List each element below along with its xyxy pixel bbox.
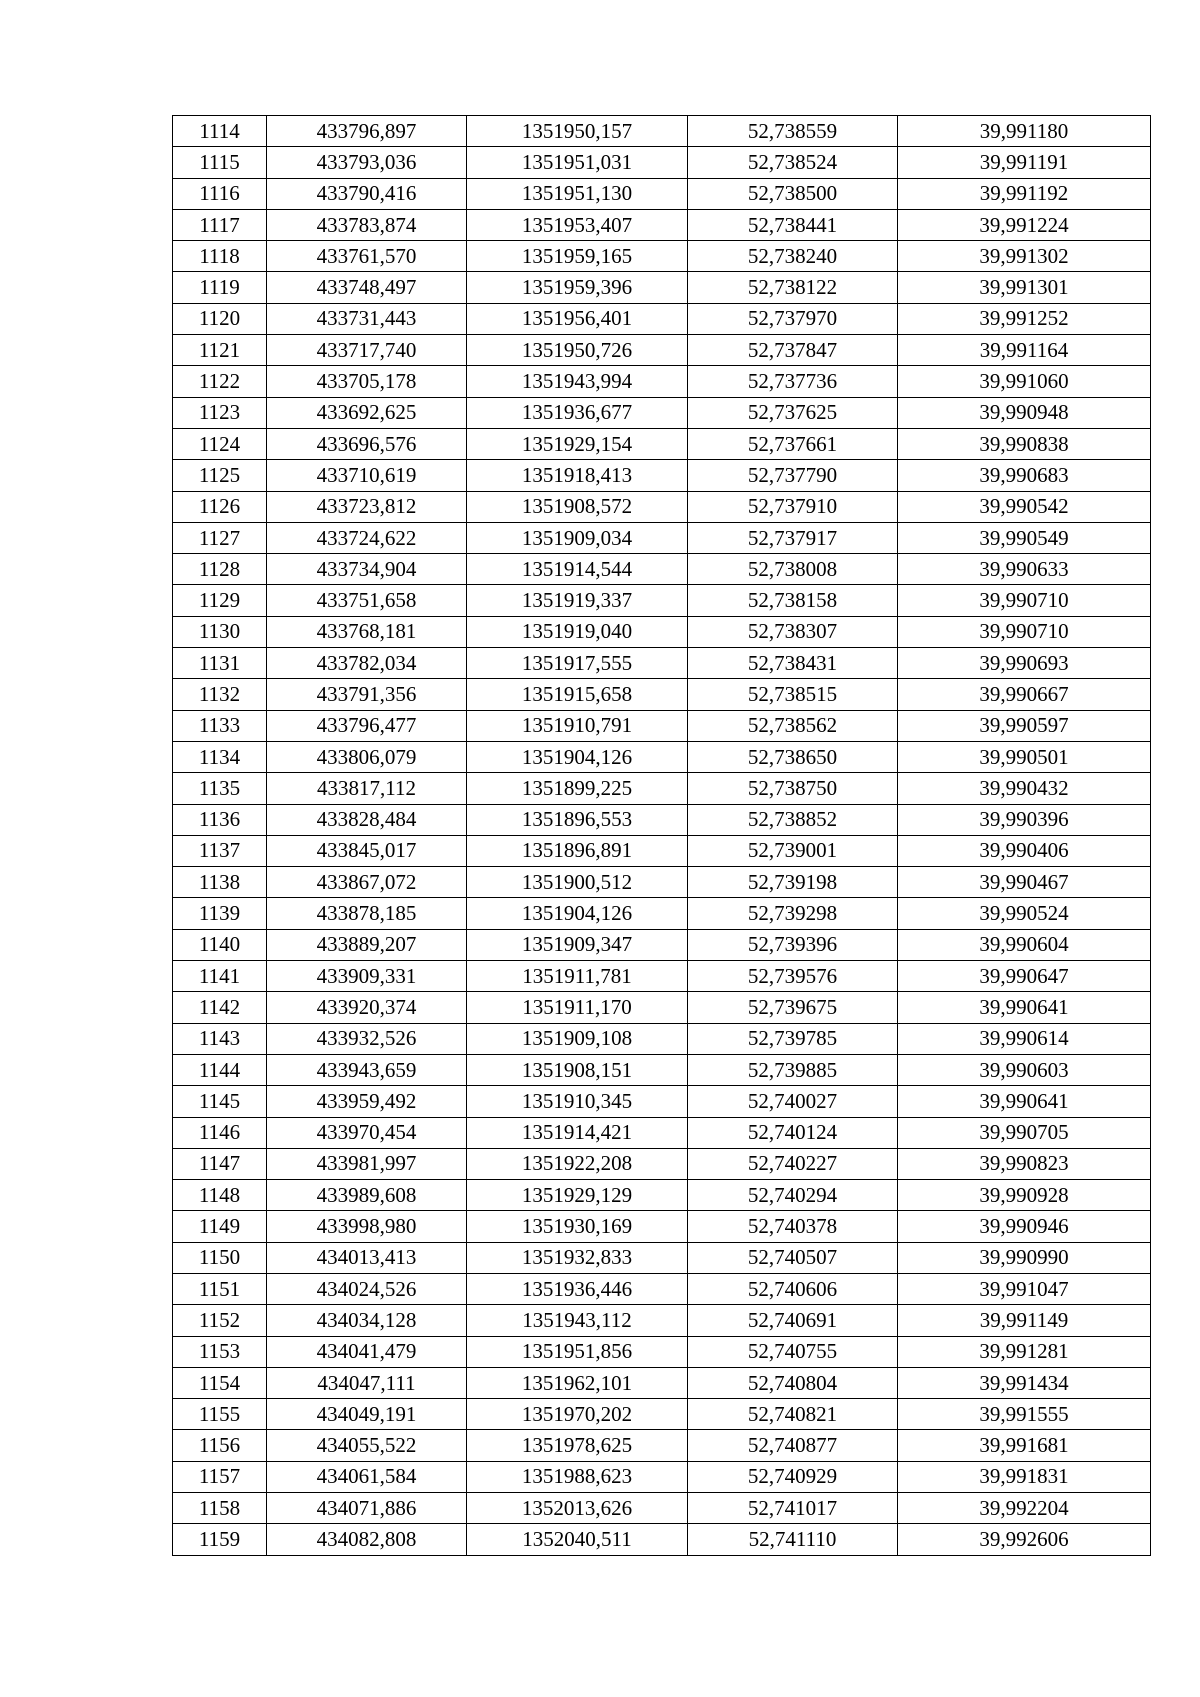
point-number-cell: 1137 <box>173 835 267 866</box>
latitude-cell: 52,739785 <box>688 1023 898 1054</box>
table-row <box>173 1086 1151 1117</box>
latitude-cell: 52,740507 <box>688 1242 898 1273</box>
longitude-cell: 39,991555 <box>898 1399 1151 1430</box>
point-number-cell: 1154 <box>173 1367 267 1398</box>
x-coordinate-cell: 433845,017 <box>267 835 467 866</box>
x-coordinate-cell: 433768,181 <box>267 616 467 647</box>
latitude-cell: 52,739576 <box>688 961 898 992</box>
y-coordinate-cell: 1351988,623 <box>467 1461 688 1492</box>
longitude-cell: 39,990542 <box>898 491 1151 522</box>
latitude-cell: 52,740227 <box>688 1148 898 1179</box>
latitude-cell: 52,737661 <box>688 428 898 459</box>
point-number-cell: 1125 <box>173 460 267 491</box>
y-coordinate-cell: 1351959,165 <box>467 241 688 272</box>
table-row <box>173 1054 1151 1085</box>
longitude-cell: 39,990406 <box>898 835 1151 866</box>
table-row <box>173 804 1151 835</box>
longitude-cell: 39,990948 <box>898 397 1151 428</box>
longitude-cell: 39,990524 <box>898 898 1151 929</box>
point-number-cell: 1144 <box>173 1054 267 1085</box>
y-coordinate-cell: 1351904,126 <box>467 898 688 929</box>
x-coordinate-cell: 433817,112 <box>267 773 467 804</box>
x-coordinate-cell: 434034,128 <box>267 1305 467 1336</box>
table-row <box>173 428 1151 459</box>
x-coordinate-cell: 433692,625 <box>267 397 467 428</box>
latitude-cell: 52,739001 <box>688 835 898 866</box>
longitude-cell: 39,991281 <box>898 1336 1151 1367</box>
x-coordinate-cell: 434041,479 <box>267 1336 467 1367</box>
y-coordinate-cell: 1351978,625 <box>467 1430 688 1461</box>
table-row <box>173 867 1151 898</box>
y-coordinate-cell: 1351930,169 <box>467 1211 688 1242</box>
coordinates-table <box>172 115 1151 1556</box>
latitude-cell: 52,740804 <box>688 1367 898 1398</box>
latitude-cell: 52,739675 <box>688 992 898 1023</box>
table-row <box>173 1367 1151 1398</box>
longitude-cell: 39,990641 <box>898 1086 1151 1117</box>
longitude-cell: 39,991434 <box>898 1367 1151 1398</box>
latitude-cell: 52,739885 <box>688 1054 898 1085</box>
point-number-cell: 1124 <box>173 428 267 459</box>
y-coordinate-cell: 1351936,677 <box>467 397 688 428</box>
longitude-cell: 39,990990 <box>898 1242 1151 1273</box>
point-number-cell: 1117 <box>173 209 267 240</box>
latitude-cell: 52,738008 <box>688 554 898 585</box>
latitude-cell: 52,738500 <box>688 178 898 209</box>
x-coordinate-cell: 433970,454 <box>267 1117 467 1148</box>
table-row <box>173 710 1151 741</box>
y-coordinate-cell: 1351911,170 <box>467 992 688 1023</box>
latitude-cell: 52,740821 <box>688 1399 898 1430</box>
y-coordinate-cell: 1351896,891 <box>467 835 688 866</box>
x-coordinate-cell: 433748,497 <box>267 272 467 303</box>
point-number-cell: 1129 <box>173 585 267 616</box>
table-row <box>173 272 1151 303</box>
longitude-cell: 39,990614 <box>898 1023 1151 1054</box>
point-number-cell: 1152 <box>173 1305 267 1336</box>
y-coordinate-cell: 1351951,130 <box>467 178 688 209</box>
longitude-cell: 39,991252 <box>898 303 1151 334</box>
longitude-cell: 39,990693 <box>898 648 1151 679</box>
y-coordinate-cell: 1351959,396 <box>467 272 688 303</box>
x-coordinate-cell: 433959,492 <box>267 1086 467 1117</box>
longitude-cell: 39,991302 <box>898 241 1151 272</box>
latitude-cell: 52,741110 <box>688 1524 898 1555</box>
latitude-cell: 52,737790 <box>688 460 898 491</box>
table-row <box>173 491 1151 522</box>
latitude-cell: 52,738441 <box>688 209 898 240</box>
latitude-cell: 52,738524 <box>688 147 898 178</box>
table-row <box>173 1461 1151 1492</box>
latitude-cell: 52,740027 <box>688 1086 898 1117</box>
table-row <box>173 1399 1151 1430</box>
point-number-cell: 1148 <box>173 1180 267 1211</box>
point-number-cell: 1145 <box>173 1086 267 1117</box>
x-coordinate-cell: 433705,178 <box>267 366 467 397</box>
table-row <box>173 835 1151 866</box>
table-row <box>173 961 1151 992</box>
longitude-cell: 39,990501 <box>898 741 1151 772</box>
table-row <box>173 741 1151 772</box>
y-coordinate-cell: 1351910,791 <box>467 710 688 741</box>
x-coordinate-cell: 433751,658 <box>267 585 467 616</box>
x-coordinate-cell: 433878,185 <box>267 898 467 929</box>
longitude-cell: 39,991149 <box>898 1305 1151 1336</box>
longitude-cell: 39,990432 <box>898 773 1151 804</box>
y-coordinate-cell: 1351909,108 <box>467 1023 688 1054</box>
y-coordinate-cell: 1351914,421 <box>467 1117 688 1148</box>
y-coordinate-cell: 1351950,726 <box>467 335 688 366</box>
longitude-cell: 39,992204 <box>898 1493 1151 1524</box>
point-number-cell: 1135 <box>173 773 267 804</box>
point-number-cell: 1143 <box>173 1023 267 1054</box>
longitude-cell: 39,990603 <box>898 1054 1151 1085</box>
y-coordinate-cell: 1351943,112 <box>467 1305 688 1336</box>
x-coordinate-cell: 433783,874 <box>267 209 467 240</box>
y-coordinate-cell: 1352013,626 <box>467 1493 688 1524</box>
table-row <box>173 209 1151 240</box>
point-number-cell: 1118 <box>173 241 267 272</box>
table-row <box>173 898 1151 929</box>
longitude-cell: 39,990838 <box>898 428 1151 459</box>
y-coordinate-cell: 1351910,345 <box>467 1086 688 1117</box>
x-coordinate-cell: 434071,886 <box>267 1493 467 1524</box>
point-number-cell: 1147 <box>173 1148 267 1179</box>
latitude-cell: 52,740294 <box>688 1180 898 1211</box>
longitude-cell: 39,990633 <box>898 554 1151 585</box>
y-coordinate-cell: 1351951,856 <box>467 1336 688 1367</box>
table-row <box>173 1023 1151 1054</box>
latitude-cell: 52,738307 <box>688 616 898 647</box>
latitude-cell: 52,738559 <box>688 116 898 147</box>
x-coordinate-cell: 433793,036 <box>267 147 467 178</box>
y-coordinate-cell: 1351917,555 <box>467 648 688 679</box>
point-number-cell: 1121 <box>173 335 267 366</box>
y-coordinate-cell: 1351929,154 <box>467 428 688 459</box>
y-coordinate-cell: 1351950,157 <box>467 116 688 147</box>
table-row <box>173 397 1151 428</box>
longitude-cell: 39,991224 <box>898 209 1151 240</box>
point-number-cell: 1141 <box>173 961 267 992</box>
latitude-cell: 52,741017 <box>688 1493 898 1524</box>
latitude-cell: 52,740877 <box>688 1430 898 1461</box>
table-row <box>173 1524 1151 1555</box>
x-coordinate-cell: 433932,526 <box>267 1023 467 1054</box>
table-row <box>173 1273 1151 1304</box>
x-coordinate-cell: 433791,356 <box>267 679 467 710</box>
point-number-cell: 1119 <box>173 272 267 303</box>
point-number-cell: 1134 <box>173 741 267 772</box>
x-coordinate-cell: 433943,659 <box>267 1054 467 1085</box>
point-number-cell: 1159 <box>173 1524 267 1555</box>
table-row <box>173 335 1151 366</box>
table-row <box>173 616 1151 647</box>
longitude-cell: 39,990683 <box>898 460 1151 491</box>
y-coordinate-cell: 1351936,446 <box>467 1273 688 1304</box>
point-number-cell: 1133 <box>173 710 267 741</box>
table-row <box>173 1336 1151 1367</box>
longitude-cell: 39,990549 <box>898 522 1151 553</box>
x-coordinate-cell: 434055,522 <box>267 1430 467 1461</box>
x-coordinate-cell: 433796,897 <box>267 116 467 147</box>
longitude-cell: 39,991192 <box>898 178 1151 209</box>
y-coordinate-cell: 1352040,511 <box>467 1524 688 1555</box>
table-row <box>173 303 1151 334</box>
point-number-cell: 1130 <box>173 616 267 647</box>
x-coordinate-cell: 433909,331 <box>267 961 467 992</box>
point-number-cell: 1116 <box>173 178 267 209</box>
point-number-cell: 1132 <box>173 679 267 710</box>
x-coordinate-cell: 433998,980 <box>267 1211 467 1242</box>
y-coordinate-cell: 1351932,833 <box>467 1242 688 1273</box>
latitude-cell: 52,738240 <box>688 241 898 272</box>
y-coordinate-cell: 1351909,034 <box>467 522 688 553</box>
longitude-cell: 39,990928 <box>898 1180 1151 1211</box>
longitude-cell: 39,990705 <box>898 1117 1151 1148</box>
latitude-cell: 52,739396 <box>688 929 898 960</box>
table-row <box>173 554 1151 585</box>
point-number-cell: 1142 <box>173 992 267 1023</box>
longitude-cell: 39,990604 <box>898 929 1151 960</box>
table-row <box>173 585 1151 616</box>
table-row <box>173 1148 1151 1179</box>
table-row <box>173 992 1151 1023</box>
longitude-cell: 39,990396 <box>898 804 1151 835</box>
longitude-cell: 39,991060 <box>898 366 1151 397</box>
table-row <box>173 1242 1151 1273</box>
y-coordinate-cell: 1351956,401 <box>467 303 688 334</box>
y-coordinate-cell: 1351943,994 <box>467 366 688 397</box>
x-coordinate-cell: 433696,576 <box>267 428 467 459</box>
x-coordinate-cell: 434049,191 <box>267 1399 467 1430</box>
latitude-cell: 52,738650 <box>688 741 898 772</box>
latitude-cell: 52,740124 <box>688 1117 898 1148</box>
x-coordinate-cell: 434024,526 <box>267 1273 467 1304</box>
longitude-cell: 39,990647 <box>898 961 1151 992</box>
table-row <box>173 460 1151 491</box>
y-coordinate-cell: 1351914,544 <box>467 554 688 585</box>
longitude-cell: 39,990641 <box>898 992 1151 1023</box>
point-number-cell: 1126 <box>173 491 267 522</box>
point-number-cell: 1155 <box>173 1399 267 1430</box>
x-coordinate-cell: 433723,812 <box>267 491 467 522</box>
latitude-cell: 52,737910 <box>688 491 898 522</box>
latitude-cell: 52,738122 <box>688 272 898 303</box>
x-coordinate-cell: 434047,111 <box>267 1367 467 1398</box>
table-row <box>173 929 1151 960</box>
point-number-cell: 1127 <box>173 522 267 553</box>
point-number-cell: 1157 <box>173 1461 267 1492</box>
x-coordinate-cell: 433761,570 <box>267 241 467 272</box>
latitude-cell: 52,740755 <box>688 1336 898 1367</box>
point-number-cell: 1149 <box>173 1211 267 1242</box>
table-row <box>173 1211 1151 1242</box>
longitude-cell: 39,990823 <box>898 1148 1151 1179</box>
y-coordinate-cell: 1351915,658 <box>467 679 688 710</box>
table-row <box>173 1180 1151 1211</box>
longitude-cell: 39,990946 <box>898 1211 1151 1242</box>
y-coordinate-cell: 1351896,553 <box>467 804 688 835</box>
latitude-cell: 52,739298 <box>688 898 898 929</box>
x-coordinate-cell: 433717,740 <box>267 335 467 366</box>
table-row <box>173 522 1151 553</box>
latitude-cell: 52,739198 <box>688 867 898 898</box>
x-coordinate-cell: 433710,619 <box>267 460 467 491</box>
x-coordinate-cell: 433867,072 <box>267 867 467 898</box>
latitude-cell: 52,740929 <box>688 1461 898 1492</box>
longitude-cell: 39,990597 <box>898 710 1151 741</box>
x-coordinate-cell: 433724,622 <box>267 522 467 553</box>
y-coordinate-cell: 1351922,208 <box>467 1148 688 1179</box>
y-coordinate-cell: 1351970,202 <box>467 1399 688 1430</box>
table-row <box>173 366 1151 397</box>
point-number-cell: 1139 <box>173 898 267 929</box>
point-number-cell: 1114 <box>173 116 267 147</box>
point-number-cell: 1115 <box>173 147 267 178</box>
latitude-cell: 52,740606 <box>688 1273 898 1304</box>
longitude-cell: 39,990667 <box>898 679 1151 710</box>
x-coordinate-cell: 433989,608 <box>267 1180 467 1211</box>
longitude-cell: 39,990710 <box>898 585 1151 616</box>
y-coordinate-cell: 1351909,347 <box>467 929 688 960</box>
point-number-cell: 1156 <box>173 1430 267 1461</box>
table-row <box>173 1493 1151 1524</box>
latitude-cell: 52,737625 <box>688 397 898 428</box>
y-coordinate-cell: 1351911,781 <box>467 961 688 992</box>
y-coordinate-cell: 1351908,151 <box>467 1054 688 1085</box>
x-coordinate-cell: 433731,443 <box>267 303 467 334</box>
point-number-cell: 1150 <box>173 1242 267 1273</box>
x-coordinate-cell: 433790,416 <box>267 178 467 209</box>
y-coordinate-cell: 1351953,407 <box>467 209 688 240</box>
latitude-cell: 52,737847 <box>688 335 898 366</box>
y-coordinate-cell: 1351919,040 <box>467 616 688 647</box>
latitude-cell: 52,737736 <box>688 366 898 397</box>
latitude-cell: 52,738515 <box>688 679 898 710</box>
y-coordinate-cell: 1351951,031 <box>467 147 688 178</box>
longitude-cell: 39,991164 <box>898 335 1151 366</box>
latitude-cell: 52,740378 <box>688 1211 898 1242</box>
longitude-cell: 39,991831 <box>898 1461 1151 1492</box>
x-coordinate-cell: 434013,413 <box>267 1242 467 1273</box>
longitude-cell: 39,991180 <box>898 116 1151 147</box>
point-number-cell: 1151 <box>173 1273 267 1304</box>
latitude-cell: 52,738158 <box>688 585 898 616</box>
table-row <box>173 1305 1151 1336</box>
longitude-cell: 39,991047 <box>898 1273 1151 1304</box>
table-row <box>173 773 1151 804</box>
x-coordinate-cell: 433889,207 <box>267 929 467 960</box>
longitude-cell: 39,992606 <box>898 1524 1151 1555</box>
x-coordinate-cell: 434061,584 <box>267 1461 467 1492</box>
point-number-cell: 1122 <box>173 366 267 397</box>
table-row <box>173 648 1151 679</box>
table-row <box>173 147 1151 178</box>
point-number-cell: 1131 <box>173 648 267 679</box>
longitude-cell: 39,990710 <box>898 616 1151 647</box>
latitude-cell: 52,738750 <box>688 773 898 804</box>
point-number-cell: 1120 <box>173 303 267 334</box>
point-number-cell: 1146 <box>173 1117 267 1148</box>
latitude-cell: 52,738562 <box>688 710 898 741</box>
x-coordinate-cell: 433796,477 <box>267 710 467 741</box>
longitude-cell: 39,991301 <box>898 272 1151 303</box>
table-row <box>173 679 1151 710</box>
point-number-cell: 1123 <box>173 397 267 428</box>
y-coordinate-cell: 1351899,225 <box>467 773 688 804</box>
y-coordinate-cell: 1351962,101 <box>467 1367 688 1398</box>
point-number-cell: 1136 <box>173 804 267 835</box>
x-coordinate-cell: 433782,034 <box>267 648 467 679</box>
x-coordinate-cell: 433734,904 <box>267 554 467 585</box>
point-number-cell: 1153 <box>173 1336 267 1367</box>
latitude-cell: 52,737917 <box>688 522 898 553</box>
y-coordinate-cell: 1351929,129 <box>467 1180 688 1211</box>
x-coordinate-cell: 433920,374 <box>267 992 467 1023</box>
table-row <box>173 1117 1151 1148</box>
y-coordinate-cell: 1351919,337 <box>467 585 688 616</box>
x-coordinate-cell: 433828,484 <box>267 804 467 835</box>
table-row <box>173 241 1151 272</box>
latitude-cell: 52,738852 <box>688 804 898 835</box>
point-number-cell: 1158 <box>173 1493 267 1524</box>
point-number-cell: 1138 <box>173 867 267 898</box>
x-coordinate-cell: 434082,808 <box>267 1524 467 1555</box>
y-coordinate-cell: 1351900,512 <box>467 867 688 898</box>
table-row <box>173 116 1151 147</box>
point-number-cell: 1128 <box>173 554 267 585</box>
point-number-cell: 1140 <box>173 929 267 960</box>
latitude-cell: 52,737970 <box>688 303 898 334</box>
x-coordinate-cell: 433806,079 <box>267 741 467 772</box>
y-coordinate-cell: 1351918,413 <box>467 460 688 491</box>
longitude-cell: 39,991681 <box>898 1430 1151 1461</box>
table-row <box>173 1430 1151 1461</box>
coordinates-table-body <box>173 116 1151 1556</box>
x-coordinate-cell: 433981,997 <box>267 1148 467 1179</box>
latitude-cell: 52,738431 <box>688 648 898 679</box>
y-coordinate-cell: 1351908,572 <box>467 491 688 522</box>
y-coordinate-cell: 1351904,126 <box>467 741 688 772</box>
longitude-cell: 39,990467 <box>898 867 1151 898</box>
latitude-cell: 52,740691 <box>688 1305 898 1336</box>
table-row <box>173 178 1151 209</box>
longitude-cell: 39,991191 <box>898 147 1151 178</box>
